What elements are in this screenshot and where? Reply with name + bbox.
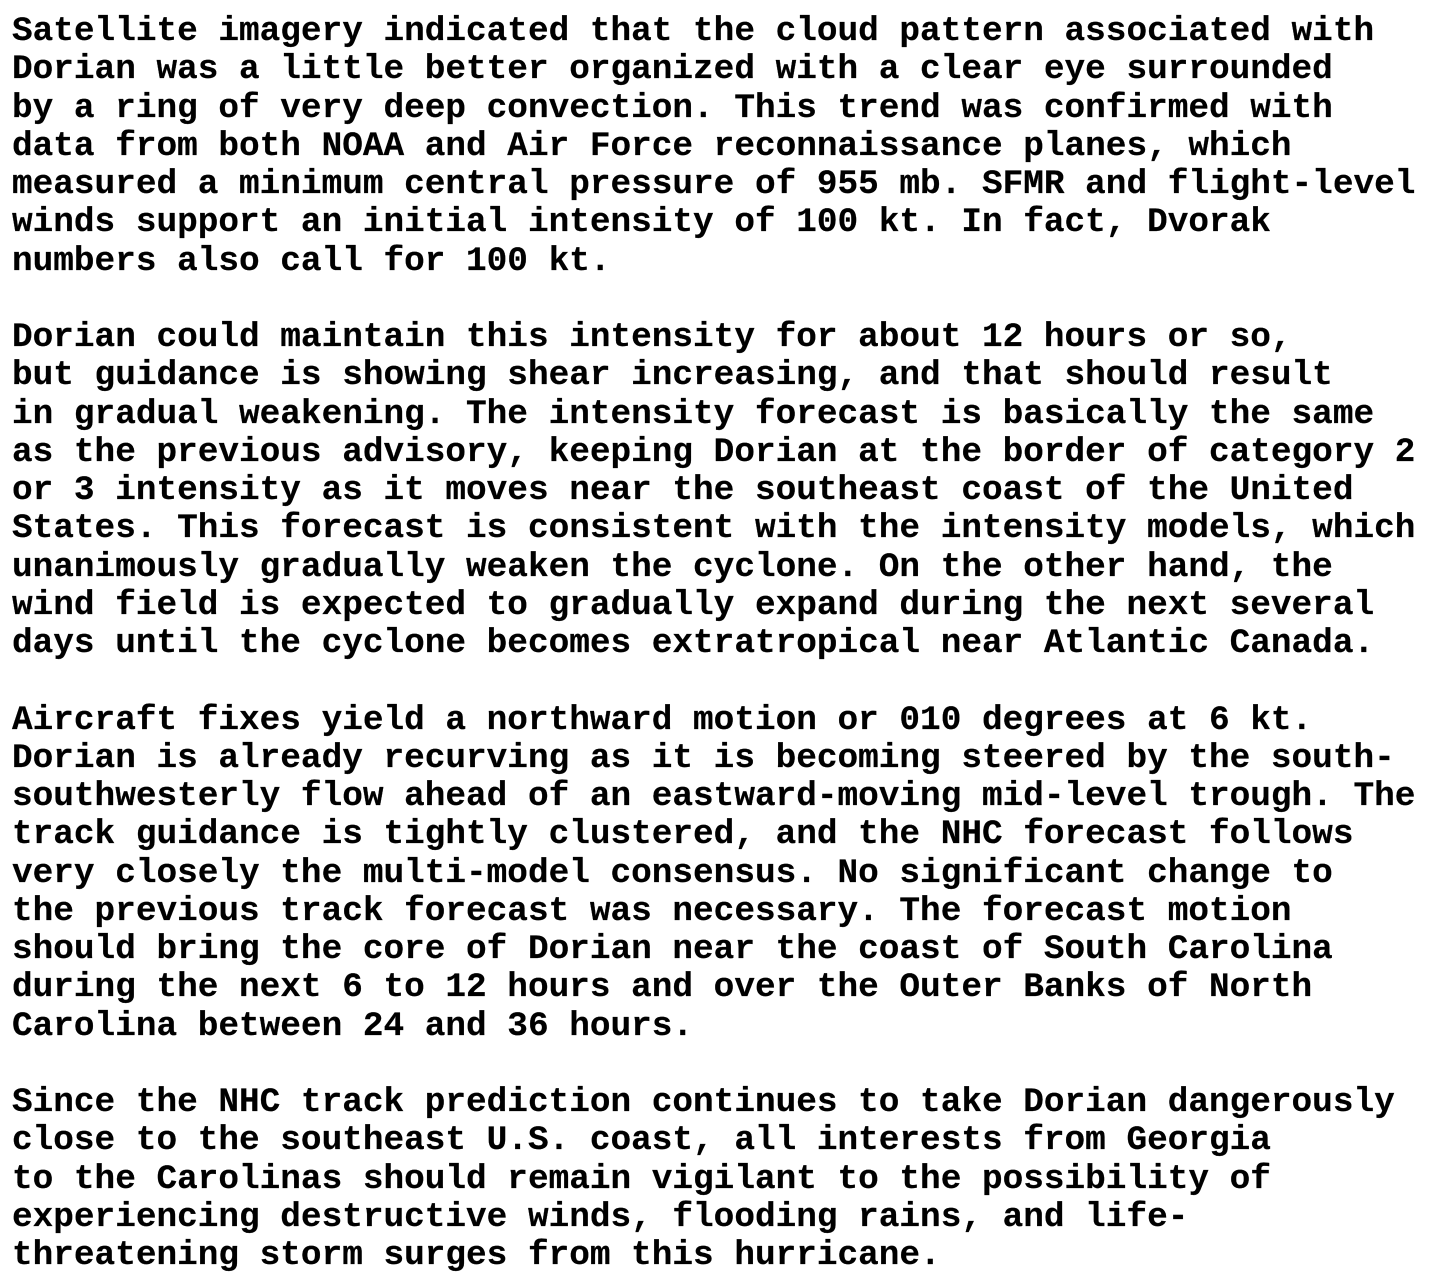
text-line: experiencing destructive winds, flooding rains, and life- (12, 1197, 1189, 1237)
text-line: threatening storm surges from this hurricane. (12, 1236, 941, 1275)
text-line: as the previous advisory, keeping Dorian at the border of category 2 (12, 432, 1416, 472)
text-line: southwesterly flow ahead of an eastward-moving mid-level trough. The (12, 777, 1416, 816)
text-line: should bring the core of Dorian near the coast of South Carolina (12, 930, 1333, 969)
text-line: Dorian is already recurving as it is becoming steered by the south- (12, 738, 1395, 778)
text-line: data from both NOAA and Air Force reconnaissance planes, which (12, 126, 1292, 166)
text-line: during the next 6 to 12 hours and over the Outer Banks of North (12, 968, 1313, 1008)
text-line: Aircraft fixes yield a northward motion or 010 degrees at 6 kt. (12, 700, 1313, 740)
text-line: in gradual weakening. The intensity forecast is basically the same (12, 394, 1375, 434)
text-line: or 3 intensity as it moves near the southeast coast of the United (12, 471, 1354, 510)
paragraph-track-forecast (12, 702, 1440, 1046)
text-line: by a ring of very deep convection. This trend was confirmed with (12, 88, 1333, 128)
text-line: wind field is expected to gradually expand during the next several (12, 585, 1375, 625)
text-line: very closely the multi-model consensus. No significant change to (12, 853, 1333, 893)
text-line: to the Carolinas should remain vigilant to the possibility of (12, 1159, 1271, 1199)
text-line: close to the southeast U.S. coast, all interests from Georgia (12, 1121, 1271, 1161)
text-line: Dorian could maintain this intensity for about 12 hours or so, (12, 318, 1292, 357)
paragraph-intensity-analysis (12, 13, 1440, 281)
text-line: Satellite imagery indicated that the cloud pattern associated with (12, 12, 1375, 51)
text-line: track guidance is tightly clustered, and the NHC forecast follows (12, 815, 1354, 855)
text-line: measured a minimum central pressure of 955 mb. SFMR and flight-level (12, 165, 1416, 204)
text-line: winds support an initial intensity of 100 kt. In fact, Dvorak (12, 203, 1271, 243)
paragraph-key-messages (12, 1084, 1440, 1275)
text-line: the previous track forecast was necessary. The forecast motion (12, 891, 1292, 931)
paragraph-intensity-forecast (12, 319, 1440, 663)
text-line: but guidance is showing shear increasing, and that should result (12, 356, 1333, 396)
text-line: Carolina between 24 and 36 hours. (12, 1006, 694, 1046)
text-line: States. This forecast is consistent with the intensity models, which (12, 509, 1416, 549)
text-line: Since the NHC track prediction continues to take Dorian dangerously (12, 1083, 1395, 1122)
text-line: numbers also call for 100 kt. (12, 241, 611, 281)
text-line: days until the cyclone becomes extratropical near Atlantic Canada. (12, 624, 1375, 663)
text-line: unanimously gradually weaken the cyclone. On the other hand, the (12, 547, 1333, 587)
text-line: Dorian was a little better organized with a clear eye surrounded (12, 50, 1333, 90)
